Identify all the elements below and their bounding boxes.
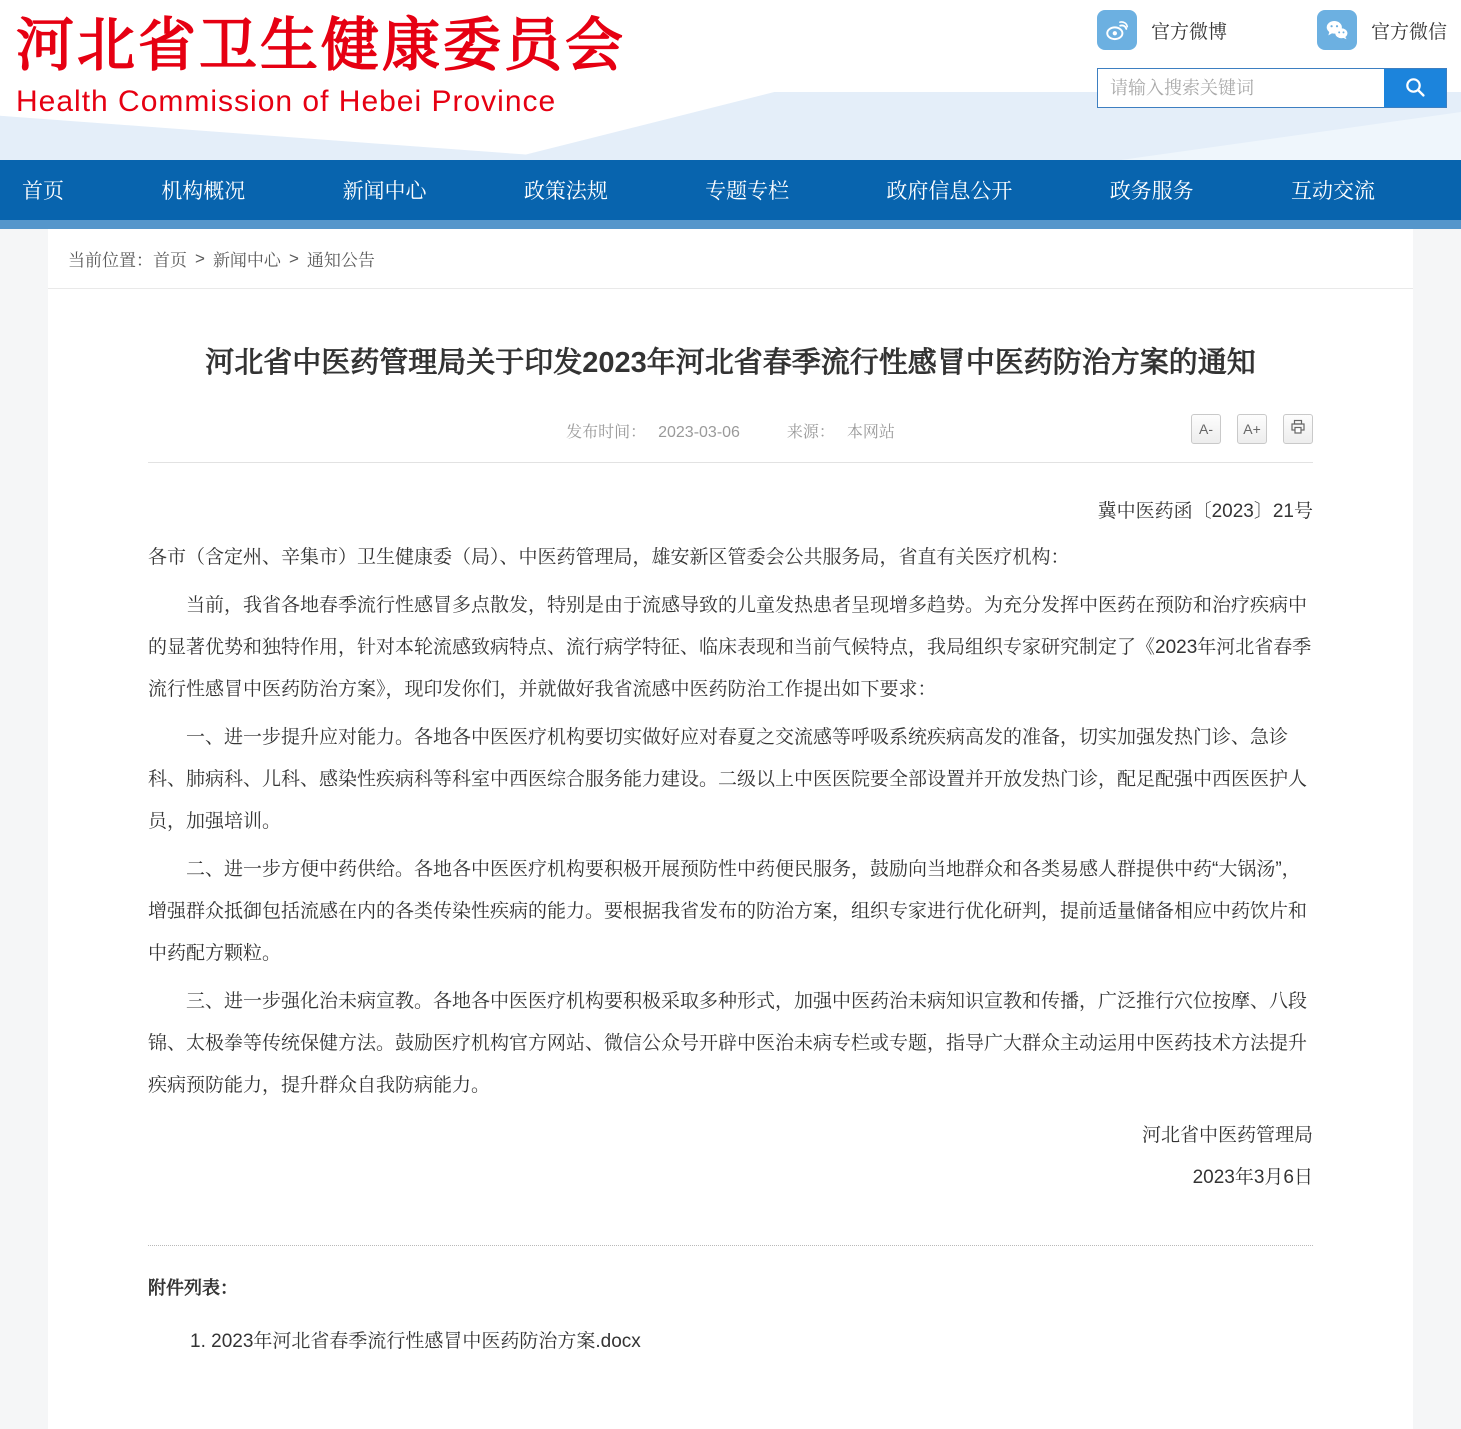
document-number: 冀中医药函〔2023〕21号 — [1097, 500, 1313, 522]
search-input[interactable] — [1098, 69, 1384, 107]
site-header — [0, 0, 1461, 160]
article-title: 河北省中医药管理局关于印发2023年河北省春季流行性感冒中医药防治方案的通知 — [205, 347, 1256, 379]
breadcrumb-separator: > — [288, 248, 299, 268]
signature-org: 河北省中医药管理局 — [1141, 1124, 1313, 1146]
attachments-section — [148, 1245, 1313, 1353]
attachment-list — [148, 1326, 1313, 1353]
nav-item-overview[interactable]: 机构概况 — [161, 180, 246, 203]
meta-divider — [148, 462, 1313, 463]
paragraph-4: 三、进一步强化治未病宣教。各地各中医医疗机构要积极采取多种形式，加强中医药治未病知识宣教和传播，广泛推行穴位按摩、八段锦、太极拳等传统保健方法。鼓励医疗机构官方网站、微信公众号开辟中医治未病专栏或专题，指导广大群众主动运用中医药技术方法提升疾病预防能力，提升群众自我防病能力。 — [148, 990, 1308, 1096]
signature-date: 2023年3月6日 — [1192, 1166, 1313, 1188]
breadcrumb-separator: > — [195, 248, 205, 268]
nav-item-gov-services[interactable]: 政务服务 — [1109, 180, 1194, 203]
site-title: 河北省卫生健康委员会 — [16, 13, 627, 78]
weibo-label: 官方微博 — [1151, 21, 1228, 43]
site-logo[interactable] — [16, 8, 626, 119]
publish-time: 2023-03-06 — [658, 424, 740, 442]
header-right — [1097, 8, 1447, 108]
breadcrumb-link-notices[interactable]: 通知公告 — [306, 251, 375, 270]
font-increase-button[interactable]: A+ — [1237, 414, 1267, 444]
attachments-label: 附件列表： — [148, 1277, 238, 1298]
nav-item-news[interactable]: 新闻中心 — [342, 180, 427, 203]
search-box — [1097, 68, 1447, 108]
nav-item-policies[interactable]: 政策法规 — [523, 180, 608, 203]
weibo-link[interactable] — [1097, 10, 1227, 50]
content-area — [48, 229, 1413, 1429]
search-button[interactable] — [1384, 69, 1446, 107]
nav-item-gov-info[interactable]: 政府信息公开 — [886, 180, 1013, 203]
attachment-link[interactable]: 1. 2023年河北省春季流行性感冒中医药防治方案.docx — [190, 1330, 641, 1352]
paragraph-3: 二、进一步方便中药供给。各地各中医医疗机构要积极开展预防性中药便民服务，鼓励向当地群众和各类易感人群提供中药“大锅汤”，增强群众抵御包括流感在内的各类传染性疾病的能力。要根据我省发布的防治方案，组织专家进行优化研判，提前适量储备相应中药饮片和中药配方颗粒。 — [148, 858, 1308, 964]
publish-meta — [560, 419, 901, 442]
publish-time-label: 发布时间： — [566, 424, 647, 442]
site-subtitle: Health Commission of Hebei Province — [16, 85, 557, 119]
nav-item-home[interactable]: 首页 — [22, 180, 64, 203]
attachment-item — [190, 1326, 1313, 1353]
article — [48, 289, 1413, 1413]
nav-item-special-topics[interactable]: 专题专栏 — [705, 180, 790, 203]
document-body — [148, 491, 1313, 1199]
printer-icon — [1290, 419, 1306, 438]
article-tools — [1191, 414, 1313, 444]
print-button[interactable] — [1283, 414, 1313, 444]
breadcrumb-prefix: 当前位置： — [68, 251, 153, 270]
wechat-label: 官方微信 — [1370, 21, 1447, 43]
source-value: 本网站 — [846, 424, 895, 442]
nav-bottom-strip — [0, 220, 1461, 229]
main-nav — [0, 160, 1461, 229]
source-label: 来源： — [786, 424, 835, 442]
paragraph-2: 一、进一步提升应对能力。各地各中医医疗机构要切实做好应对春夏之交流感等呼吸系统疾病高发的准备，切实加强发热门诊、急诊科、肺病科、儿科、感染性疾病科等科室中西医综合服务能力建设。二级以上中医医院要全部设置并开放发热门诊，配足配强中西医医护人员，加强培训。 — [148, 726, 1308, 832]
salutation: 各市（含定州、辛集市）卫生健康委（局）、中医药管理局，雄安新区管委会公共服务局，省直有关医疗机构： — [148, 546, 1070, 568]
signature-block — [148, 1115, 1313, 1199]
breadcrumb — [48, 229, 1413, 289]
wechat-icon — [1317, 10, 1357, 50]
wechat-link[interactable] — [1317, 10, 1447, 50]
paragraph-1: 当前，我省各地春季流行性感冒多点散发，特别是由于流感导致的儿童发热患者呈现增多趋势。为充分发挥中医药在预防和治疗疾病中的显著优势和独特作用，针对本轮流感致病特点、流行病学特征、临床表现和当前气候特点，我局组织专家研究制定了《2023年河北省春季流行性感冒中医药防治方案》，现印发你们，并就做好我省流感中医药防治工作提出如下要求： — [148, 594, 1312, 700]
search-icon — [1403, 75, 1427, 102]
nav-item-interaction[interactable]: 互动交流 — [1290, 180, 1375, 203]
breadcrumb-link-news[interactable]: 新闻中心 — [212, 251, 281, 270]
weibo-icon — [1097, 10, 1137, 50]
social-links — [1097, 8, 1447, 52]
font-decrease-button[interactable]: A- — [1191, 414, 1221, 444]
article-meta — [148, 414, 1313, 448]
breadcrumb-link-home[interactable]: 首页 — [153, 251, 187, 270]
